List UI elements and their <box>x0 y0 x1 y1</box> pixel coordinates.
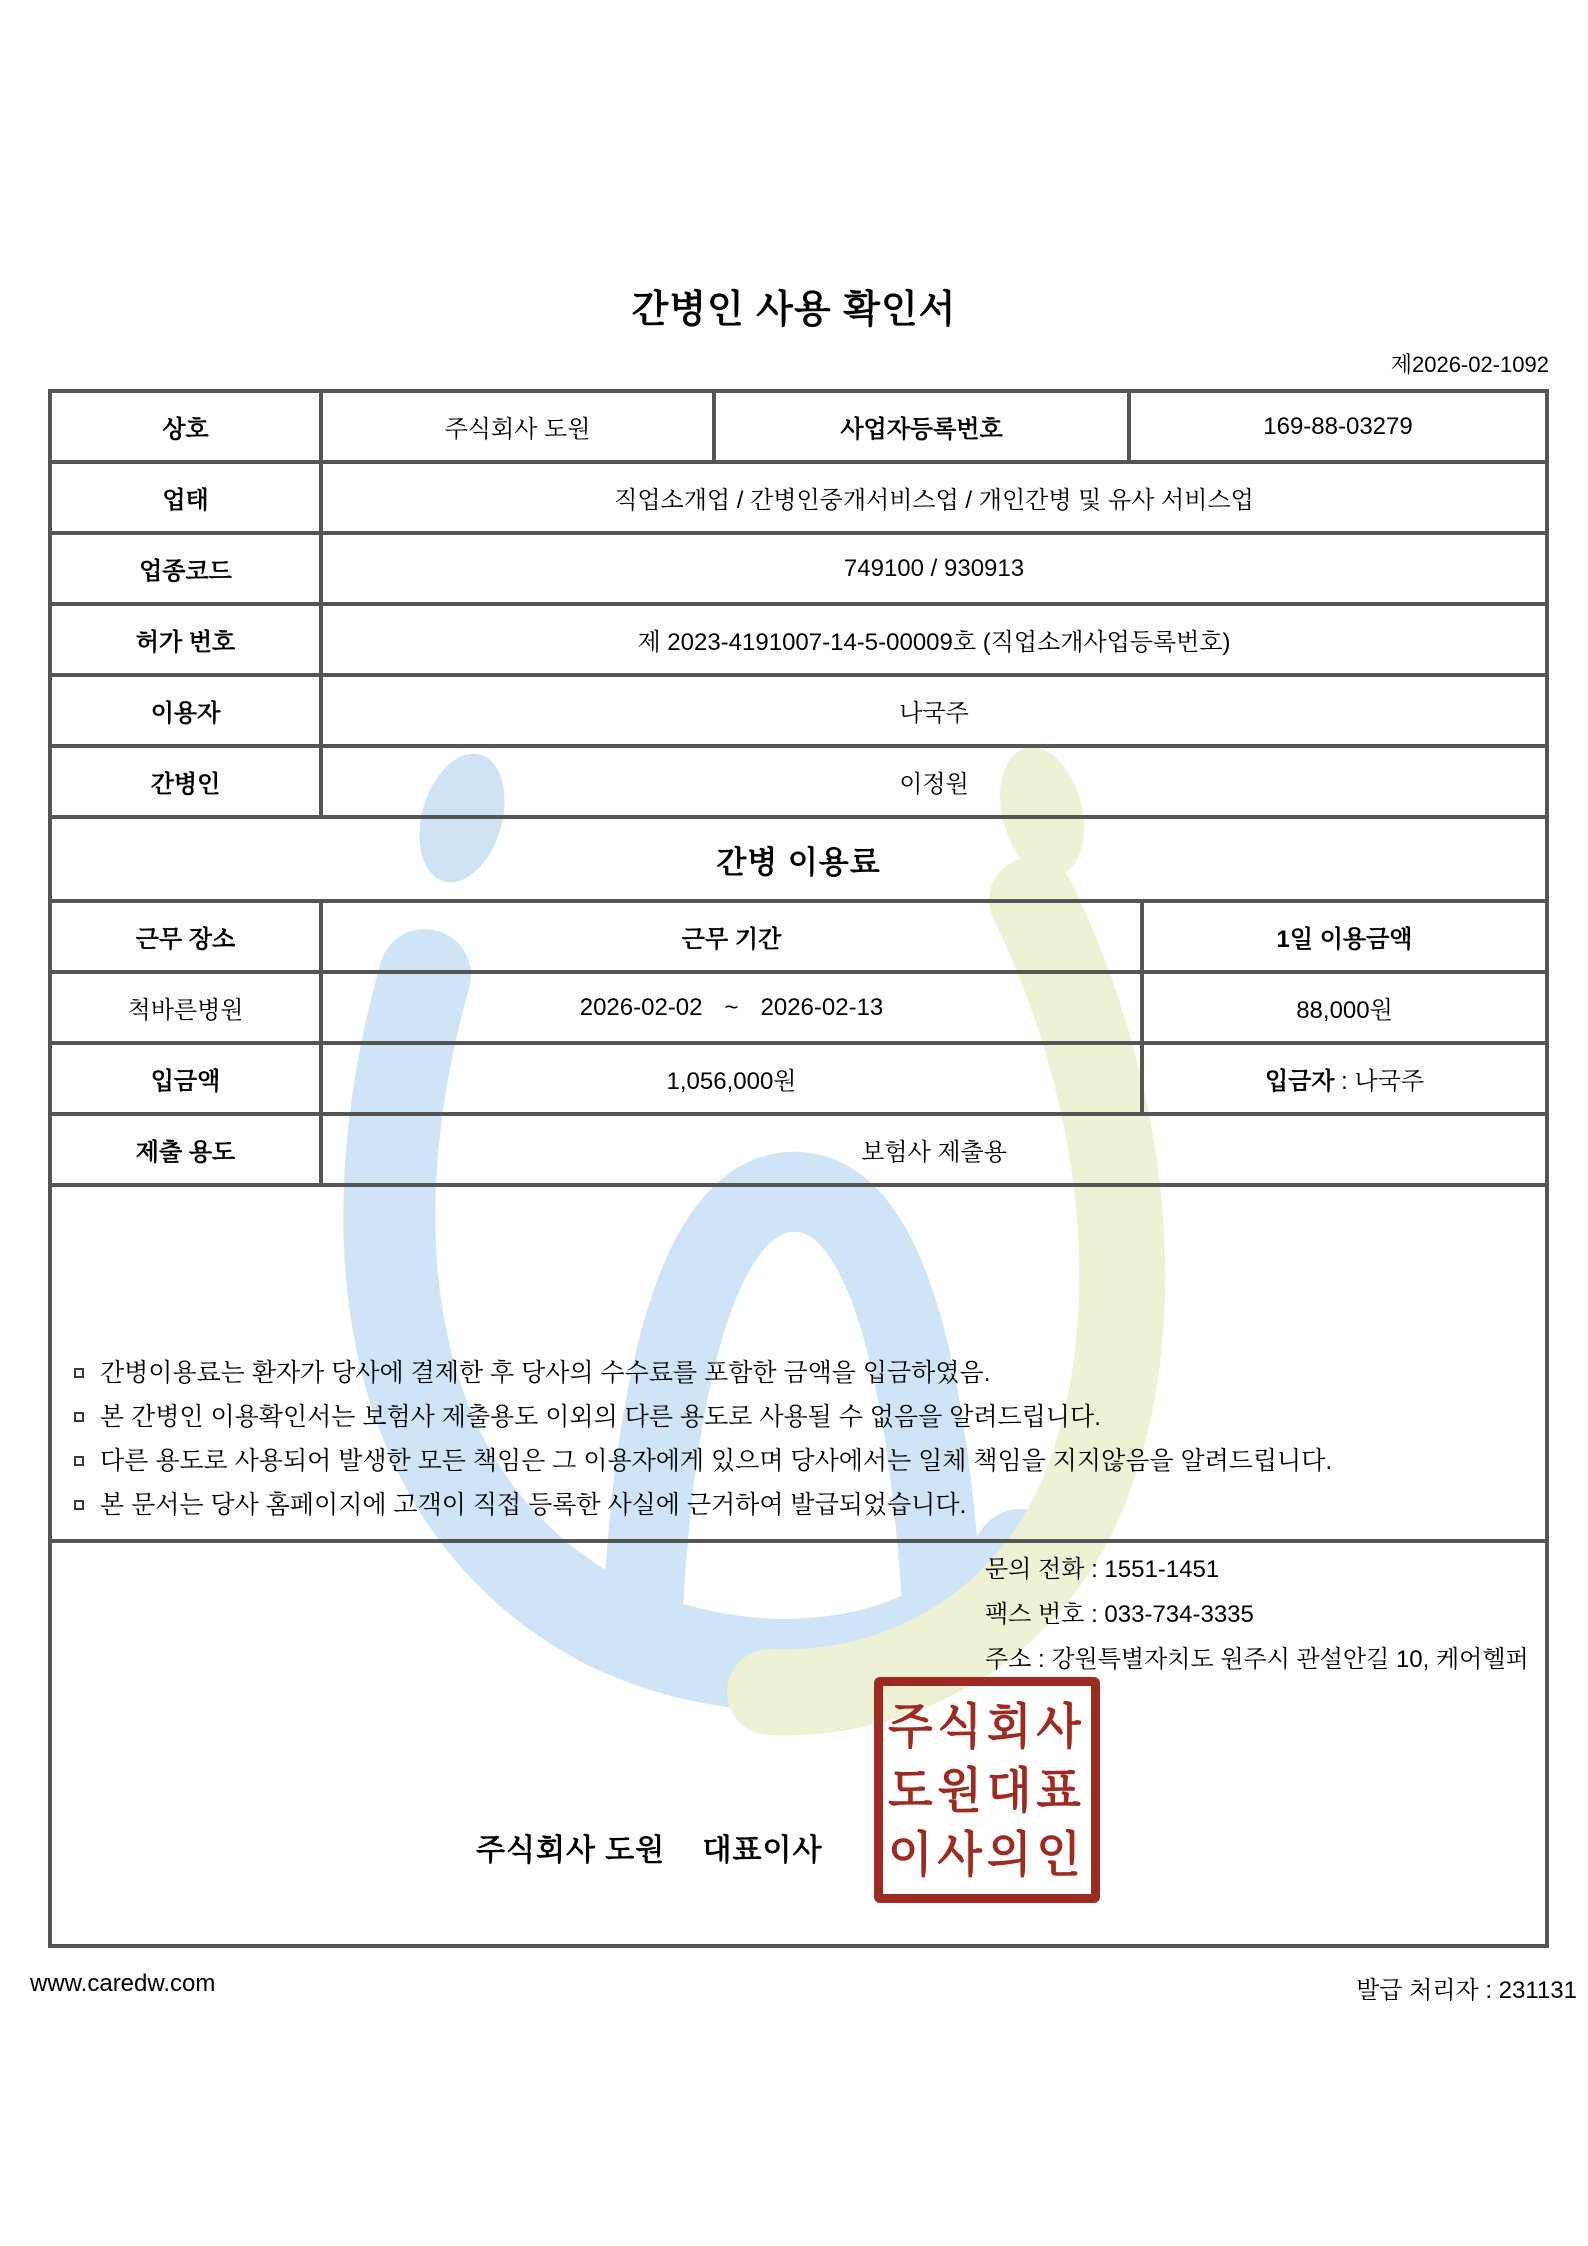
note-item <box>72 1439 1332 1483</box>
footer-issuer: 발급 처리자 : 231131 <box>1356 1977 1577 2004</box>
caregiver-label: 간병인 <box>50 746 321 817</box>
company-value: 주식회사 도원 <box>321 391 714 462</box>
notes-cell <box>50 1185 1547 1541</box>
table-row-deposit <box>50 1043 1547 1114</box>
biz-type-value: 직업소개업 / 간병인중개서비스업 / 개인간병 및 유사 서비스업 <box>321 462 1547 533</box>
company-signature-text: 주식회사 도원 대표이사 <box>476 1834 823 1867</box>
table-row-company <box>50 391 1547 462</box>
square-bullet-icon <box>74 1368 84 1378</box>
depositor-name: : 나국주 <box>1341 1068 1425 1095</box>
page-footer <box>30 1970 1588 2005</box>
industry-code-value: 749100 / 930913 <box>321 533 1547 604</box>
company-label: 상호 <box>50 391 321 462</box>
contact-fax: 팩스 번호 : 033-734-3335 <box>985 1601 1254 1628</box>
license-value: 제 2023-4191007-14-5-00009호 (직업소개사업등록번호) <box>321 604 1547 675</box>
table-row-biz-type <box>50 462 1547 533</box>
daily-fee-value: 88,000원 <box>1142 972 1547 1043</box>
contact-phone: 문의 전화 : 1551-1451 <box>985 1556 1220 1583</box>
table-row-signature <box>50 1541 1547 1946</box>
period-separator: ~ <box>724 993 739 1021</box>
industry-code-label: 업종코드 <box>50 533 321 604</box>
contact-block <box>985 1547 1529 1682</box>
work-period-value <box>321 972 1142 1043</box>
deposit-label: 입금액 <box>50 1043 321 1114</box>
biz-reg-value: 169-88-03279 <box>1129 391 1547 462</box>
confirmation-table <box>48 389 1549 1948</box>
purpose-value: 보험사 제출용 <box>321 1114 1547 1185</box>
table-row-purpose <box>50 1114 1547 1185</box>
note-item <box>72 1483 966 1527</box>
user-label: 이용자 <box>50 675 321 746</box>
note-item <box>72 1351 991 1395</box>
depositor-label: 입금자 <box>1264 1068 1335 1095</box>
depositor-cell <box>1142 1043 1547 1114</box>
square-bullet-icon <box>74 1412 84 1422</box>
table-row-notes <box>50 1185 1547 1541</box>
document-number: 제2026-02-1092 <box>1390 352 1549 377</box>
license-label: 허가 번호 <box>50 604 321 675</box>
square-bullet-icon <box>74 1456 84 1466</box>
note-text: 본 문서는 당사 홈페이지에 고객이 직접 등록한 사실에 근거하여 발급되었습니다. <box>100 1491 967 1519</box>
deposit-value: 1,056,000원 <box>321 1043 1142 1114</box>
signature-cell <box>50 1541 1547 1946</box>
user-value: 나국주 <box>321 675 1547 746</box>
note-text: 본 간병인 이용확인서는 보험사 제출용도 이외의 다른 용도로 사용될 수 없음을 알려드립니다. <box>100 1403 1102 1431</box>
work-place-value: 척바른병원 <box>50 972 321 1043</box>
work-period-label: 근무 기간 <box>321 901 1142 972</box>
note-item <box>72 1395 1101 1439</box>
period-start: 2026-02-02 <box>579 993 703 1021</box>
purpose-label: 제출 용도 <box>50 1114 321 1185</box>
square-bullet-icon <box>74 1500 84 1510</box>
caregiver-value: 이정원 <box>321 746 1547 817</box>
table-row-caregiver <box>50 746 1547 817</box>
work-place-label: 근무 장소 <box>50 901 321 972</box>
seal-text-line: 도원대표 <box>888 1762 1086 1818</box>
note-text: 다른 용도로 사용되어 발생한 모든 책임은 그 이용자에게 있으며 당사에서는 일체 책임을 지지않음을 알려드립니다. <box>100 1447 1333 1475</box>
table-row-industry-code <box>50 533 1547 604</box>
contact-address: 주소 : 강원특별자치도 원주시 관설안길 10, 케어헬퍼 <box>985 1646 1529 1673</box>
corporate-seal-stamp <box>874 1677 1100 1903</box>
table-row-fee-section-title <box>50 817 1547 901</box>
seal-text-line: 주식회사 <box>888 1698 1086 1754</box>
table-row-user <box>50 675 1547 746</box>
biz-type-label: 업태 <box>50 462 321 533</box>
table-row-fee-data <box>50 972 1547 1043</box>
fee-section-title: 간병 이용료 <box>50 817 1547 901</box>
seal-text-line: 이사의인 <box>888 1826 1086 1882</box>
depositor-value <box>1335 1065 1342 1093</box>
table-row-fee-header <box>50 901 1547 972</box>
period-end: 2026-02-13 <box>760 993 884 1021</box>
biz-reg-label: 사업자등록번호 <box>714 391 1129 462</box>
table-row-license <box>50 604 1547 675</box>
daily-fee-label: 1일 이용금액 <box>1142 901 1547 972</box>
note-text: 간병이용료는 환자가 당사에 결제한 후 당사의 수수료를 포함한 금액을 입금하였음. <box>100 1359 991 1387</box>
footer-website: www.caredw.com <box>30 1970 216 1997</box>
page-title: 간병인 사용 확인서 <box>631 289 957 331</box>
